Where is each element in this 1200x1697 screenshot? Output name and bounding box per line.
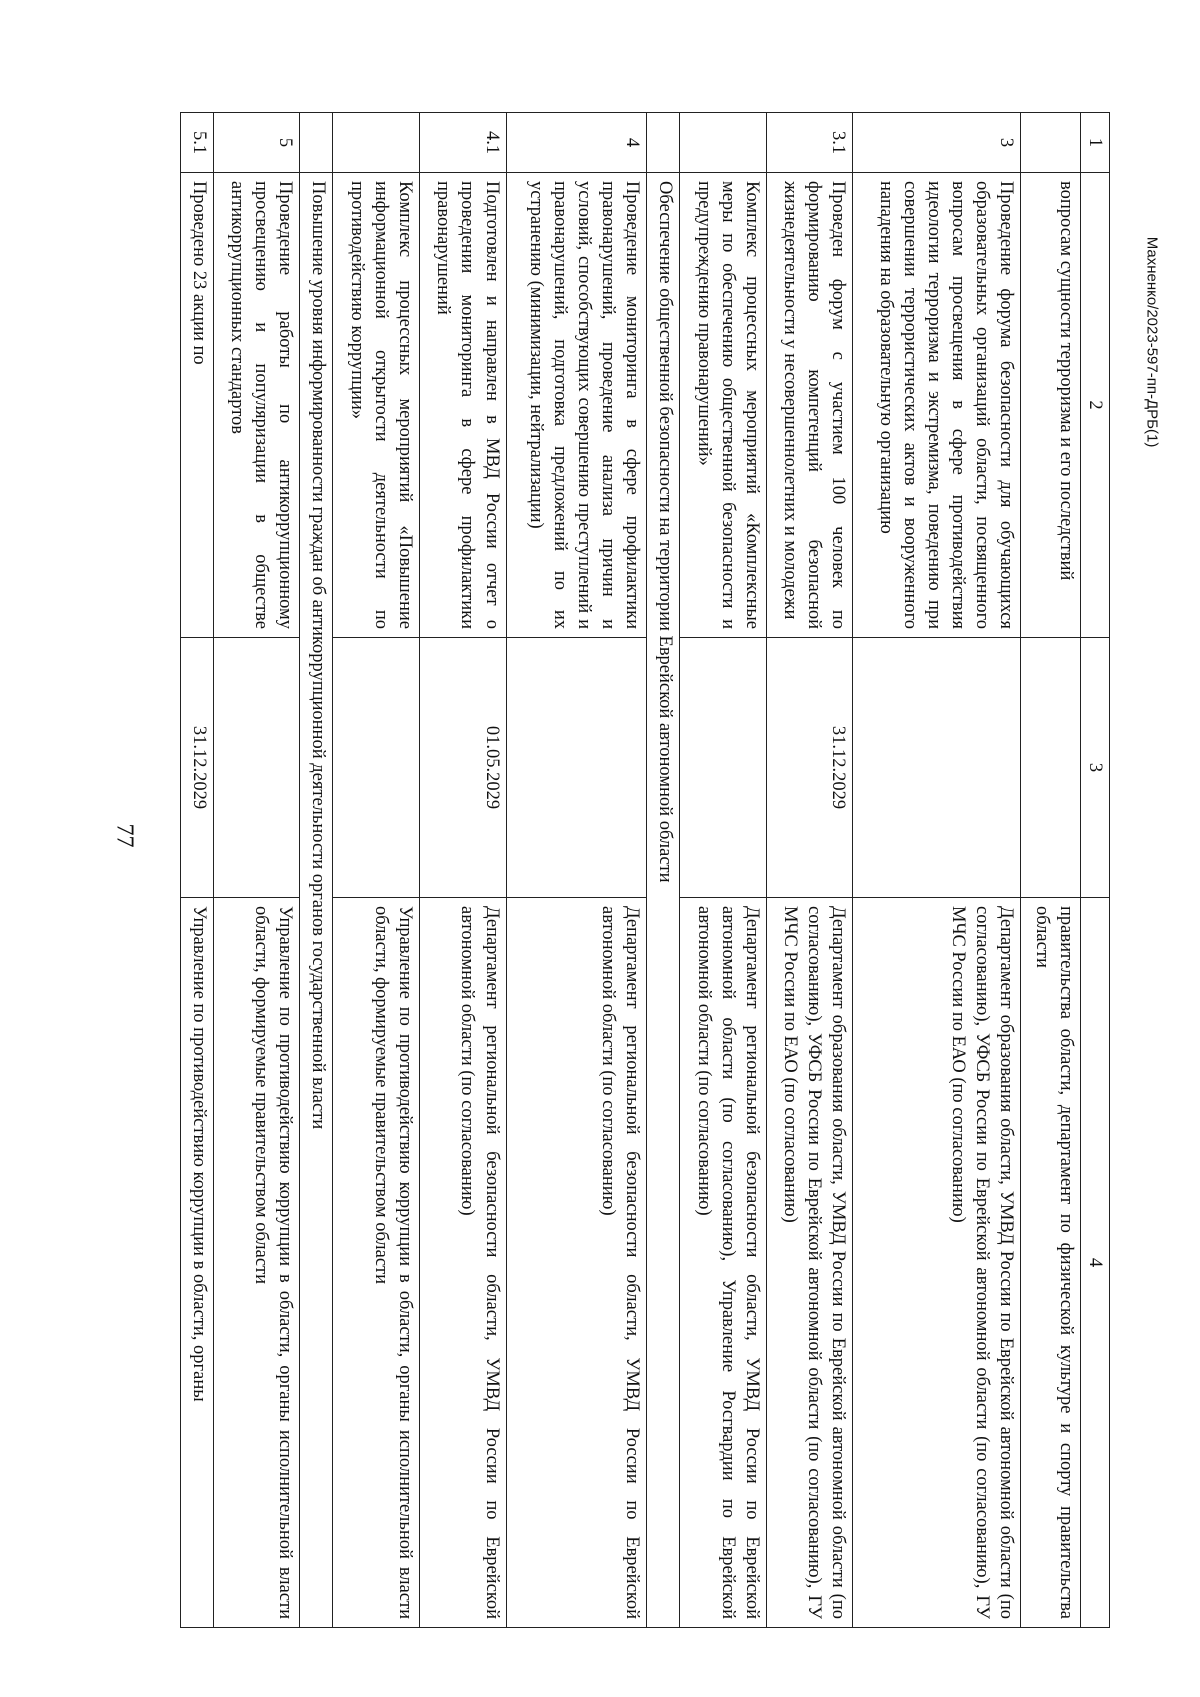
responsible: Департамент образования области, УМВД России по Еврейской автономной области (по согласованию), УФСБ России по Еврейской автономной области (по согласованию), ГУ МЧС России по ЕАО (по согласованию) bbox=[766, 898, 853, 1628]
row-number bbox=[1021, 113, 1081, 173]
table-row bbox=[181, 113, 214, 1628]
responsible: Департамент образования области, УМВД России по Еврейской автономной области (по согласованию), УФСБ России по Еврейской автономной области (по согласованию), ГУ МЧС России по ЕАО (по согласованию) bbox=[853, 898, 1021, 1628]
measure-text: Комплекс процессных мероприятий «Комплексные меры по обеспечению общественной безопасности и предупреждению правонарушений» bbox=[680, 173, 767, 638]
measure-text: Проведен форум с участием 100 человек по формированию компетенций безопасной жизнедеятельности у несовершеннолетних и молодежи bbox=[766, 173, 853, 638]
deadline bbox=[680, 638, 767, 898]
document-code: Махненко/2023-597-пп-ДРБ(1) bbox=[1143, 236, 1161, 448]
deadline: 01.05.2029 bbox=[419, 638, 506, 898]
responsible: Управление по противодействию коррупции в области, органы исполнительной власти области, формируемые правительством области bbox=[333, 898, 420, 1628]
responsible: Управление по противодействию коррупции в области, органы исполнительной власти области, формируемые правительством области bbox=[213, 898, 300, 1628]
header-col-1: 1 bbox=[1080, 113, 1109, 173]
section-title: Обеспечение общественной безопасности на территории Еврейской автономной области bbox=[647, 173, 680, 1628]
header-col-4: 4 bbox=[1080, 898, 1109, 1628]
row-number: 3.1 bbox=[766, 113, 853, 173]
responsible: Департамент региональной безопасности области, УМВД России по Еврейской автономной области (по согласованию) bbox=[506, 898, 647, 1628]
responsible: Управление по противодействию коррупции в области, органы bbox=[181, 898, 214, 1628]
page-number: 77 bbox=[111, 823, 138, 848]
rotated-table-container bbox=[180, 112, 1110, 1627]
row-number: 3 bbox=[853, 113, 1021, 173]
header-col-2: 2 bbox=[1080, 173, 1109, 638]
deadline bbox=[1021, 638, 1081, 898]
table-row bbox=[213, 113, 300, 1628]
row-number: 4 bbox=[506, 113, 647, 173]
table-row bbox=[333, 113, 420, 1628]
responsible: правительства области, департамент по физической культуре и спорту правительства области bbox=[1021, 898, 1081, 1628]
row-number: 5 bbox=[213, 113, 300, 173]
table-header-row bbox=[1080, 113, 1109, 1628]
responsible: Департамент региональной безопасности области, УМВД России по Еврейской автономной области (по согласованию) bbox=[419, 898, 506, 1628]
row-number bbox=[680, 113, 767, 173]
section-spacer bbox=[300, 113, 333, 173]
section-spacer bbox=[647, 113, 680, 173]
deadline bbox=[853, 638, 1021, 898]
table-row bbox=[853, 113, 1021, 1628]
deadline bbox=[506, 638, 647, 898]
table-row bbox=[680, 113, 767, 1628]
measure-text: Комплекс процессных мероприятий «Повышение информационной открытости деятельности по противодействию коррупции» bbox=[333, 173, 420, 638]
measure-text: вопросам сущности терроризма и его последствий bbox=[1021, 173, 1081, 638]
deadline bbox=[333, 638, 420, 898]
deadline: 31.12.2029 bbox=[181, 638, 214, 898]
table-row bbox=[506, 113, 647, 1628]
measures-table bbox=[180, 112, 1110, 1628]
deadline: 31.12.2029 bbox=[766, 638, 853, 898]
deadline bbox=[213, 638, 300, 898]
section-row bbox=[300, 113, 333, 1628]
responsible: Департамент региональной безопасности области, УМВД России по Еврейской автономной области (по согласованию), Управление Росгвардии по Еврейской автономной области (по согласованию) bbox=[680, 898, 767, 1628]
measure-text: Подготовлен и направлен в МВД России отчет о проведении мониторинга в сфере профилактики правонарушений bbox=[419, 173, 506, 638]
measure-text: Проведение мониторинга в сфере профилактики правонарушений, проведение анализа причин и условий, способствующих совершению преступлений и правонарушений, подготовка предложений по их устранению (минимизации, нейтрализации) bbox=[506, 173, 647, 638]
measure-text: Проведение работы по антикоррупционному просвещению и популяризации в обществе антикоррупционных стандартов bbox=[213, 173, 300, 638]
table-row bbox=[1021, 113, 1081, 1628]
row-number: 4.1 bbox=[419, 113, 506, 173]
table-row bbox=[419, 113, 506, 1628]
row-number bbox=[333, 113, 420, 173]
section-title: Повышение уровня информированности граждан об антикоррупционной деятельности органов государственной власти bbox=[300, 173, 333, 1628]
row-number: 5.1 bbox=[181, 113, 214, 173]
table-row bbox=[766, 113, 853, 1628]
header-col-3: 3 bbox=[1080, 638, 1109, 898]
measure-text: Проведено 23 акции по bbox=[181, 173, 214, 638]
measure-text: Проведение форума безопасности для обучающихся образовательных организаций области, посвященного вопросам просвещения в сфере противодействия идеологии терроризма и экстремизма, поведению при совершении террористических актов и вооруженного нападения на образовательную организацию bbox=[853, 173, 1021, 638]
section-row bbox=[647, 113, 680, 1628]
